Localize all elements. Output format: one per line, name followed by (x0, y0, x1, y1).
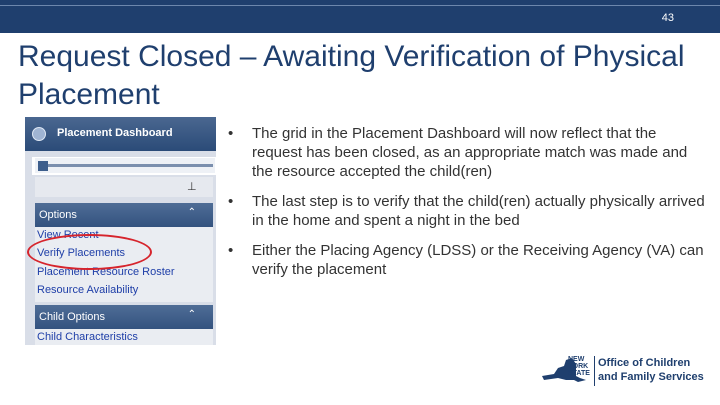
highlight-ellipse (27, 234, 152, 270)
option-child-characteristics[interactable]: Child Characteristics (37, 331, 138, 343)
state-line: YORK (568, 363, 589, 370)
state-line: STATE (568, 370, 590, 377)
dashboard-title: Placement Dashboard (57, 127, 173, 139)
bullet-text: The grid in the Placement Dashboard will now reflect that the request has been closed, as an appropriate match was made and the resource accepted the child(ren) (252, 125, 688, 180)
bullet-icon: • (228, 193, 234, 210)
option-resource-availability[interactable]: Resource Availability (37, 284, 139, 296)
bullet-text: Either the Placing Agency (LDSS) or the Receiving Agency (VA) can verify the placement (252, 242, 704, 278)
bullet-item (228, 192, 708, 230)
bullet-item (228, 241, 708, 279)
bullet-list (228, 124, 708, 290)
bullet-text: The last step is to verify that the child(ren) actually physically arrived in the home and spent a night in the bed (252, 193, 705, 229)
option-view-recent[interactable]: View Recent (37, 229, 99, 241)
child-options-header-label: Child Options (39, 311, 106, 323)
bullet-icon: • (228, 242, 234, 259)
slide-title: Request Closed – Awaiting Verification of Physical Placement (18, 40, 685, 111)
bullet-icon: • (228, 125, 234, 142)
collapse-icon[interactable]: ⌃ (187, 309, 196, 320)
agency-line: Office of Children (598, 357, 691, 369)
option-verify-placements[interactable]: Verify Placements (37, 247, 126, 259)
ocfs-logo (538, 354, 718, 388)
slide-number: 43 (661, 12, 674, 24)
option-placement-resource-roster[interactable]: Placement Resource Roster (37, 266, 175, 278)
logo-divider (594, 356, 595, 386)
header-line (0, 5, 720, 6)
pin-icon[interactable]: ⊥ (187, 181, 197, 193)
agency-line: and Family Services (598, 371, 704, 383)
header-bar (0, 0, 720, 33)
scrollbar-rail (48, 164, 213, 167)
bullet-item (228, 124, 708, 181)
placement-dashboard-screenshot (25, 117, 216, 345)
dashboard-logo-icon (32, 127, 46, 141)
state-wordmark (568, 356, 590, 377)
collapse-icon[interactable]: ⌃ (187, 207, 196, 218)
scrollbar-thumb[interactable] (38, 161, 48, 171)
agency-name (598, 356, 704, 384)
state-line: NEW (568, 356, 585, 363)
options-header-label: Options (39, 209, 77, 221)
